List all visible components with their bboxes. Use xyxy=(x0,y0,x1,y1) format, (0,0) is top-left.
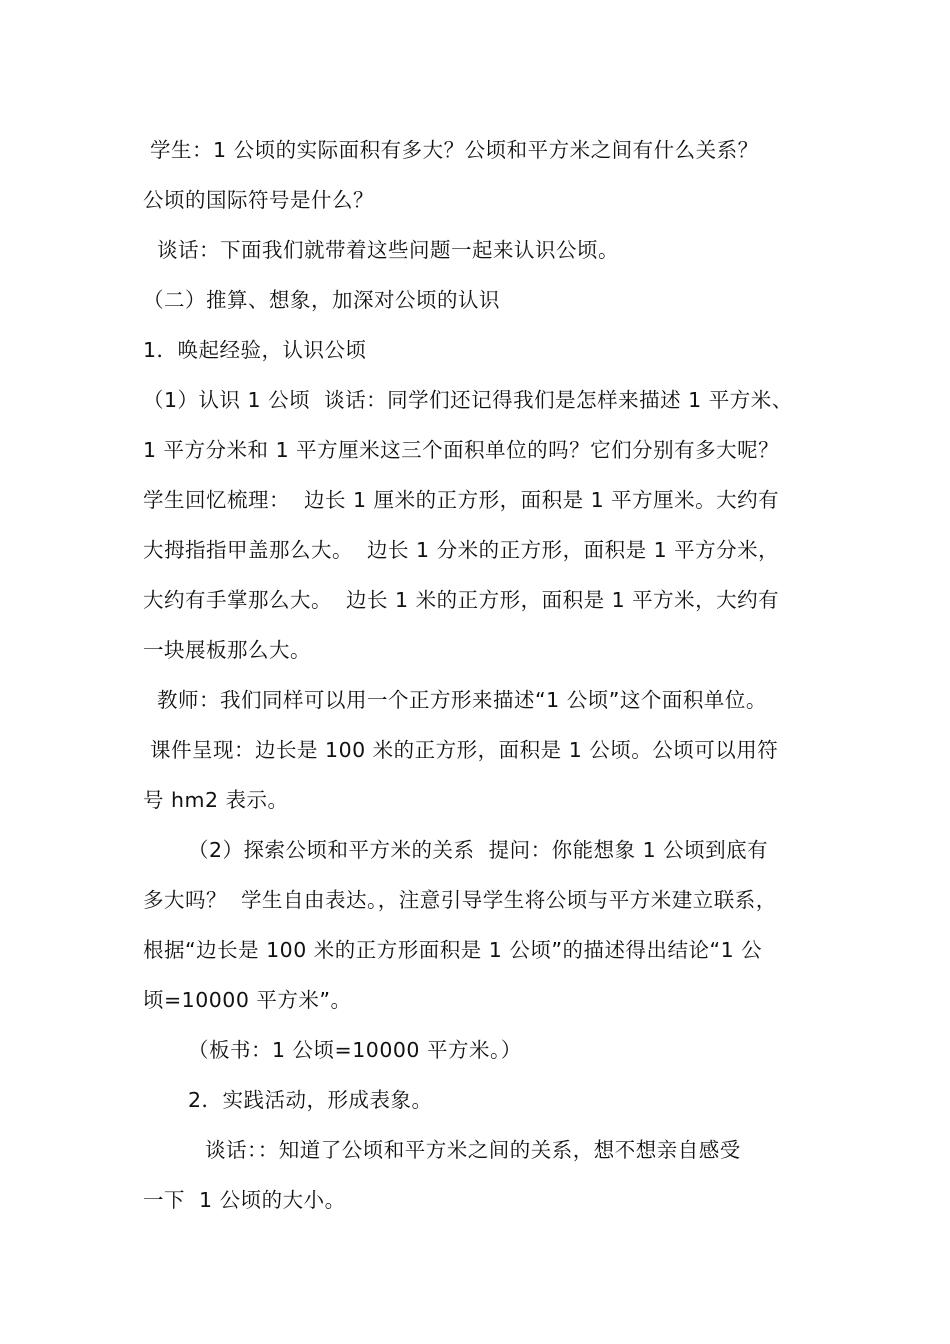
text-line: 顷=10000 平方米”。 xyxy=(143,988,352,1012)
text-line: （1）认识 1 公顷 谈话：同学们还记得我们是怎样来描述 1 平方米、 xyxy=(143,388,793,412)
text-line: 谈话：下面我们就带着这些问题一起来认识公顷。 xyxy=(143,238,620,262)
text-line: 学生回忆梳理： 边长 1 厘米的正方形，面积是 1 平方厘米。大约有 xyxy=(143,488,780,512)
text-line: 多大吗？ 学生自由表达。，注意引导学生将公顷与平方米建立联系， xyxy=(143,888,777,912)
text-line: 根据“边长是 100 米的正方形面积是 1 公顷”的描述得出结论“1 公 xyxy=(143,938,763,962)
text-line: 学生：1 公顷的实际面积有多大？公顷和平方米之间有什么关系？ xyxy=(143,138,759,162)
text-line: （2）探索公顷和平方米的关系 提问：你能想象 1 公顷到底有 xyxy=(188,838,769,862)
subsection-heading: 2．实践活动，形成表象。 xyxy=(188,1088,433,1112)
text-line: 一块展板那么大。 xyxy=(143,638,311,662)
text-line: 大约有手掌那么大。 边长 1 米的正方形，面积是 1 平方米，大约有 xyxy=(143,588,780,612)
text-line: （板书：1 公顷=10000 平方米。） xyxy=(188,1038,522,1062)
text-line: 大拇指指甲盖那么大。 边长 1 分米的正方形，面积是 1 平方分米， xyxy=(143,538,780,562)
text-line: 课件呈现：边长是 100 米的正方形，面积是 1 公顷。公顷可以用符 xyxy=(143,738,779,762)
text-line: 号 hm2 表示。 xyxy=(143,788,289,812)
section-heading: （二）推算、想象，加深对公顷的认识 xyxy=(143,288,500,312)
subsection-heading: 1．唤起经验，认识公顷 xyxy=(143,338,367,362)
text-line: 教师：我们同样可以用一个正方形来描述“1 公顷”这个面积单位。 xyxy=(143,688,767,712)
text-line: 谈话：：知道了公顷和平方米之间的关系，想不想亲自感受 xyxy=(198,1138,741,1162)
text-line: 一下 1 公顷的大小。 xyxy=(143,1188,346,1212)
text-line: 公顷的国际符号是什么？ xyxy=(143,188,374,212)
text-line: 1 平方分米和 1 平方厘米这三个面积单位的吗？它们分别有多大呢？ xyxy=(143,438,780,462)
